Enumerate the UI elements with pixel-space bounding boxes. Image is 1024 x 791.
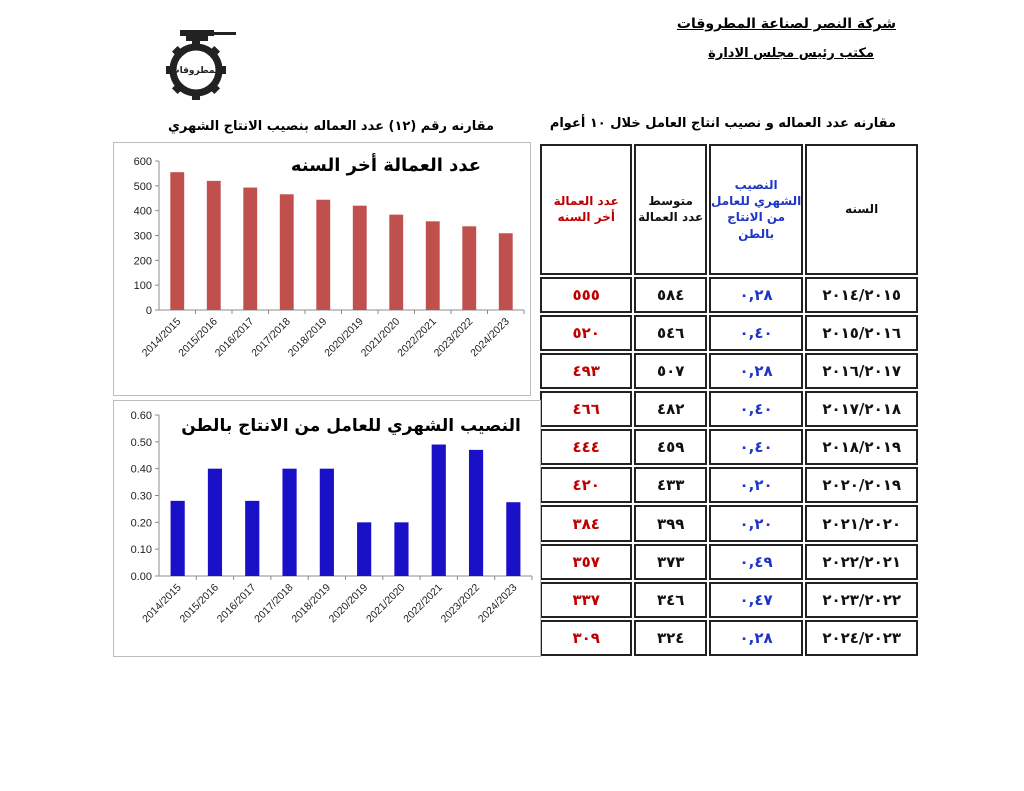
bar bbox=[469, 450, 483, 576]
x-tick-label: 2015/2016 bbox=[177, 581, 222, 626]
header-share: النصيب الشهري للعامل من الانتاج بالطن bbox=[709, 144, 804, 275]
bar bbox=[357, 522, 371, 576]
cell-share: ٠,٤٠ bbox=[709, 429, 804, 465]
x-tick-label: 2021/2020 bbox=[358, 315, 403, 360]
cell-avg: ٣٩٩ bbox=[634, 505, 706, 541]
cell-year: ٢٠١٤/٢٠١٥ bbox=[805, 277, 918, 313]
cell-avg: ٥٠٧ bbox=[634, 353, 706, 389]
x-tick-label: 2017/2018 bbox=[249, 315, 293, 360]
x-tick-label: 2020/2019 bbox=[322, 315, 366, 360]
y-tick-label: 400 bbox=[133, 205, 152, 218]
x-tick-label: 2015/2016 bbox=[176, 315, 220, 360]
x-tick-label: 2024/2023 bbox=[468, 315, 512, 360]
x-tick-label: 2014/2015 bbox=[140, 581, 184, 626]
x-tick-label: 2020/2019 bbox=[326, 581, 371, 626]
table-row bbox=[540, 391, 918, 427]
table-row bbox=[540, 315, 918, 351]
table-row bbox=[540, 467, 918, 503]
cell-share: ٠,٤٠ bbox=[709, 315, 804, 351]
bar bbox=[394, 522, 408, 576]
company-name: شركة النصر لصناعة المطروقات bbox=[676, 16, 896, 32]
cell-year: ٢٠١٧/٢٠١٨ bbox=[805, 391, 918, 427]
cell-share: ٠,٢٨ bbox=[709, 620, 804, 656]
bar bbox=[432, 445, 446, 576]
x-tick-label: 2016/2017 bbox=[212, 315, 257, 360]
cell-share: ٠,٢٨ bbox=[709, 353, 804, 389]
cell-avg: ٣٤٦ bbox=[634, 582, 706, 618]
bar bbox=[170, 172, 184, 310]
y-tick-label: 0.50 bbox=[130, 436, 152, 449]
y-tick-label: 0 bbox=[145, 305, 152, 317]
bar bbox=[245, 501, 259, 576]
y-tick-label: 0.60 bbox=[130, 410, 152, 422]
cell-workers: ٤٤٤ bbox=[540, 429, 632, 465]
bar bbox=[462, 226, 476, 310]
share-chart-svg bbox=[114, 401, 540, 656]
x-tick-label: 2018/2019 bbox=[289, 581, 333, 626]
x-tick-label: 2014/2015 bbox=[139, 315, 184, 360]
table-row bbox=[540, 620, 918, 656]
cell-share: ٠,٢٨ bbox=[709, 277, 804, 313]
chart-heading: مقارنه رقم (١٢) عدد العماله بنصيب الانتاج الشهري bbox=[168, 119, 495, 134]
bar bbox=[499, 233, 513, 310]
cell-avg: ٥٤٦ bbox=[634, 315, 706, 351]
cell-avg: ٣٧٣ bbox=[634, 544, 706, 580]
table-row bbox=[540, 544, 918, 580]
cell-workers: ٤٩٣ bbox=[540, 353, 632, 389]
cell-avg: ٤٨٢ bbox=[634, 391, 706, 427]
cell-year: ٢٠٢٢/٢٠٢١ bbox=[805, 544, 918, 580]
table-row bbox=[540, 353, 918, 389]
cell-year: ٢٠١٥/٢٠١٦ bbox=[805, 315, 918, 351]
table-row bbox=[540, 277, 918, 313]
office-name: مكتب رئيس مجلس الادارة bbox=[708, 46, 874, 61]
bar bbox=[389, 215, 403, 310]
workers-chart bbox=[113, 142, 531, 396]
table-heading: مقارنه عدد العماله و نصيب انتاج العامل خلال ١٠ أعوام bbox=[549, 116, 896, 131]
cell-workers: ٤٢٠ bbox=[540, 467, 632, 503]
cell-workers: ٣٥٧ bbox=[540, 544, 632, 580]
x-tick-label: 2023/2022 bbox=[431, 315, 476, 360]
cell-workers: ٤٦٦ bbox=[540, 391, 632, 427]
x-tick-label: 2021/2020 bbox=[363, 581, 408, 626]
x-tick-label: 2024/2023 bbox=[475, 581, 520, 626]
bar bbox=[282, 469, 296, 576]
logo-text: المطروقات bbox=[170, 66, 222, 76]
cell-share: ٠,٢٠ bbox=[709, 467, 804, 503]
x-tick-label: 2023/2022 bbox=[438, 581, 483, 626]
bar bbox=[320, 469, 334, 576]
company-logo bbox=[150, 28, 242, 100]
bar bbox=[506, 502, 520, 576]
cell-share: ٠,٢٠ bbox=[709, 505, 804, 541]
cell-avg: ٤٥٩ bbox=[634, 429, 706, 465]
cell-year: ٢٠٢١/٢٠٢٠ bbox=[805, 505, 918, 541]
cell-share: ٠,٤٩ bbox=[709, 544, 804, 580]
bar bbox=[171, 501, 185, 576]
header-avg: متوسط عدد العمالة bbox=[634, 144, 706, 275]
x-tick-label: 2016/2017 bbox=[214, 581, 259, 626]
y-tick-label: 0.40 bbox=[130, 463, 152, 476]
table-row bbox=[540, 582, 918, 618]
chart-title: النصيب الشهري للعامل من الانتاج بالطن bbox=[181, 416, 521, 436]
y-tick-label: 100 bbox=[133, 280, 152, 293]
table-header-row bbox=[540, 144, 918, 275]
chart-title: عدد العمالة أخر السنه bbox=[290, 155, 482, 176]
cell-year: ٢٠١٦/٢٠١٧ bbox=[805, 353, 918, 389]
bar bbox=[316, 200, 330, 310]
y-tick-label: 300 bbox=[133, 230, 152, 243]
bar bbox=[426, 221, 440, 310]
bar bbox=[207, 181, 221, 310]
y-tick-label: 200 bbox=[133, 255, 152, 268]
cell-year: ٢٠٢٣/٢٠٢٢ bbox=[805, 582, 918, 618]
cell-year: ٢٠١٨/٢٠١٩ bbox=[805, 429, 918, 465]
header-workers: عدد العمالة أخر السنه bbox=[540, 144, 632, 275]
bar bbox=[208, 469, 222, 576]
y-tick-label: 500 bbox=[133, 180, 152, 193]
table-row bbox=[540, 505, 918, 541]
cell-workers: ٣٠٩ bbox=[540, 620, 632, 656]
x-tick-label: 2017/2018 bbox=[252, 581, 296, 626]
workers-chart-svg bbox=[114, 143, 530, 395]
cell-share: ٠,٤٧ bbox=[709, 582, 804, 618]
cell-year: ٢٠٢٤/٢٠٢٣ bbox=[805, 620, 918, 656]
bar bbox=[243, 188, 257, 310]
cell-workers: ٣٣٧ bbox=[540, 582, 632, 618]
y-tick-label: 0.00 bbox=[130, 571, 152, 583]
cell-year: ٢٠٢٠/٢٠١٩ bbox=[805, 467, 918, 503]
comparison-table bbox=[538, 142, 920, 658]
x-tick-label: 2022/2021 bbox=[395, 315, 439, 360]
bar bbox=[353, 206, 367, 310]
cell-avg: ٥٨٤ bbox=[634, 277, 706, 313]
cell-workers: ٥٢٠ bbox=[540, 315, 632, 351]
cell-share: ٠,٤٠ bbox=[709, 391, 804, 427]
y-tick-label: 0.20 bbox=[130, 517, 152, 530]
cell-workers: ٣٨٤ bbox=[540, 505, 632, 541]
y-tick-label: 600 bbox=[133, 156, 152, 168]
cell-workers: ٥٥٥ bbox=[540, 277, 632, 313]
x-tick-label: 2018/2019 bbox=[285, 315, 330, 360]
cell-avg: ٣٢٤ bbox=[634, 620, 706, 656]
cell-avg: ٤٣٣ bbox=[634, 467, 706, 503]
y-tick-label: 0.10 bbox=[130, 544, 152, 557]
table-row bbox=[540, 429, 918, 465]
header-year: السنه bbox=[805, 144, 918, 275]
bar bbox=[280, 194, 294, 310]
share-chart bbox=[113, 400, 541, 657]
y-tick-label: 0.30 bbox=[130, 490, 152, 503]
x-tick-label: 2022/2021 bbox=[401, 581, 445, 626]
